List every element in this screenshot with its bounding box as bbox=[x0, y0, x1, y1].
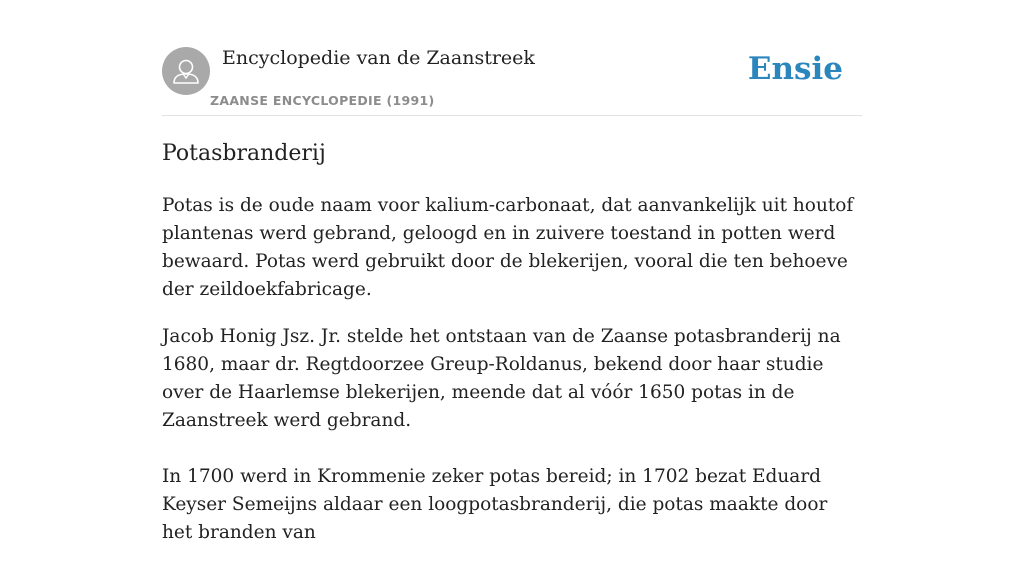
avatar-person-glyph bbox=[162, 47, 210, 95]
source-title[interactable]: Encyclopedie van de Zaanstreek bbox=[222, 47, 535, 69]
source-header bbox=[162, 36, 862, 116]
article-body bbox=[162, 192, 862, 566]
article-paragraph: Jacob Honig Jsz. Jr. stelde het ontstaan van de Zaanse potasbranderij na 1680, maar dr. Regtdoorzee Greup-Roldanus, bekend door haar studie over de Haarlemse blekerijen, meende dat al vóór 1650 potas in de Zaanstreek werd gebrand. bbox=[162, 326, 841, 431]
source-subtitle: ZAANSE ENCYCLOPEDIE (1991) bbox=[210, 93, 435, 108]
article-paragraph: In 1700 werd in Krommenie zeker potas bereid; in 1702 bezat Eduard Keyser Semeijns aldaar een loogpotasbranderij, die potas maakte door het branden van bbox=[162, 466, 828, 543]
user-avatar-icon[interactable] bbox=[162, 47, 210, 95]
ensie-logo[interactable]: Ensie bbox=[747, 51, 843, 87]
article-paragraph: Potas is de oude naam voor kalium-carbonaat, dat aanvankelijk uit houtof plantenas werd gebrand, geloogd en in zuivere toestand in potten werd bewaard. Potas werd gebruikt door de blekerijen, vooral die ten behoeve der zeildoekfabricage. bbox=[162, 195, 854, 300]
page-title: Potasbranderij bbox=[162, 141, 326, 166]
